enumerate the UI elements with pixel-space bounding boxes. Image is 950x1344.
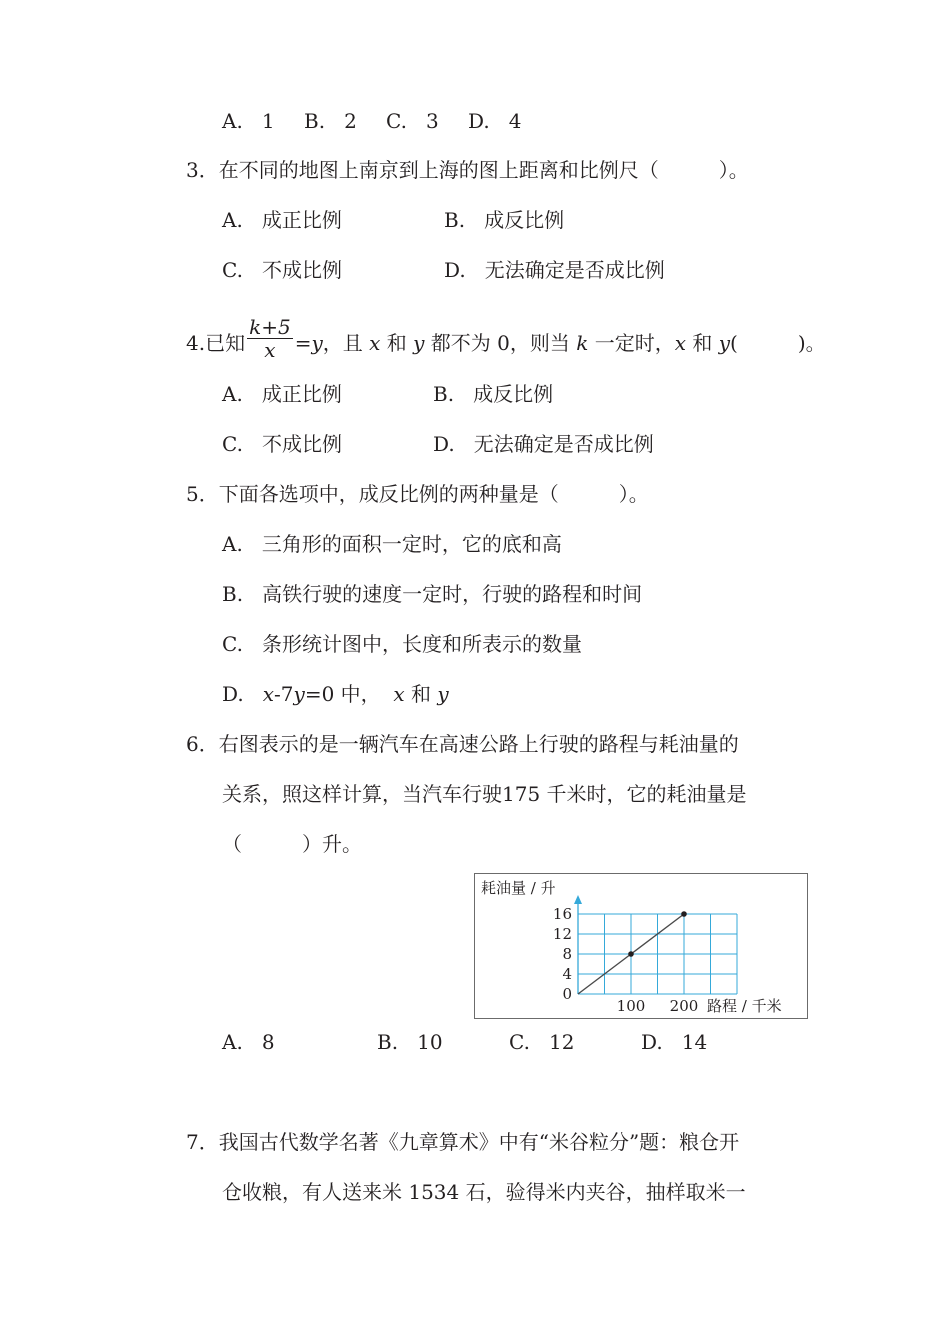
- q4-var-y: y: [413, 331, 425, 355]
- q7-stem-line2: 仓收粮，有人送来米 1534 石，验得米内夹谷，抽样取米一: [222, 1180, 746, 1204]
- q3-option-d[interactable]: D. 无法确定是否成比例: [444, 258, 665, 282]
- y-tick-label: 4: [562, 965, 572, 983]
- q4-answer-blank[interactable]: ( )。: [730, 331, 826, 355]
- q5-option-a[interactable]: A. 三角形的面积一定时，它的底和高: [222, 532, 562, 556]
- q6-option-d[interactable]: D. 14: [641, 1030, 708, 1054]
- fuel-chart-svg: [475, 874, 807, 1018]
- q5-text: 和: [404, 682, 438, 706]
- q6-stem-line2: 关系，照这样计算，当汽车行驶175 千米时，它的耗油量是: [222, 782, 747, 806]
- fuel-chart: [474, 873, 808, 1019]
- q4-text: 都不为 0，则当: [424, 331, 577, 355]
- q6-options: [222, 1030, 707, 1054]
- q4-text: 一定时，: [588, 331, 675, 355]
- q2-options: [222, 109, 521, 133]
- q4-option-d[interactable]: D. 无法确定是否成比例: [433, 432, 654, 456]
- x-tick-label: 200: [669, 997, 699, 1015]
- q5-var-y: y: [293, 682, 305, 706]
- q3-options-row1: [222, 208, 564, 232]
- y-tick-label: 16: [552, 905, 572, 923]
- q4-text: 和: [686, 331, 719, 355]
- q5-var-y: y: [437, 682, 449, 706]
- q4-options-row2: [222, 432, 654, 456]
- q4-fraction-denominator: x: [264, 338, 276, 362]
- q5-var-x: x: [262, 682, 275, 706]
- q5-option-b[interactable]: B. 高铁行驶的速度一定时，行驶的路程和时间: [222, 582, 643, 606]
- q2-option-c[interactable]: C. 3: [386, 109, 439, 133]
- q4-var-x: x: [674, 331, 686, 355]
- q4-fraction-numerator: k+5: [249, 315, 291, 339]
- q3-option-b[interactable]: B. 成反比例: [444, 208, 565, 232]
- q3-stem: 3．在不同的地图上南京到上海的图上距离和比例尺（ ）。: [186, 158, 749, 182]
- data-point: [628, 951, 634, 957]
- q6-option-a[interactable]: A. 8: [222, 1030, 275, 1054]
- q5-text: =0 中，: [304, 682, 381, 706]
- q2-option-d[interactable]: D. 4: [468, 109, 522, 133]
- q4-prefix: 4.已知: [186, 331, 246, 355]
- q4-option-c[interactable]: C. 不成比例: [222, 432, 343, 456]
- x-tick-label: 100: [616, 997, 646, 1015]
- q4-text: 和: [380, 331, 414, 355]
- q5-option-d[interactable]: [222, 682, 449, 706]
- q4-options-row1: [222, 382, 553, 406]
- data-point: [681, 911, 687, 917]
- q3-option-c[interactable]: C. 不成比例: [222, 258, 343, 282]
- q4-var-x: x: [369, 331, 381, 355]
- q5-var-x: x: [393, 682, 405, 706]
- y-tick-label: 8: [562, 945, 572, 963]
- y-axis-label: 耗油量 / 升: [481, 879, 556, 897]
- q2-option-a[interactable]: A. 1: [222, 109, 275, 133]
- q4-var-k: k: [576, 331, 589, 355]
- q4-text: ，且: [322, 331, 370, 355]
- q5-option-d-label: D.: [222, 682, 263, 706]
- y-axis-arrow: [574, 895, 582, 904]
- q6-stem-line1: 6．右图表示的是一辆汽车在高速公路上行驶的路程与耗油量的: [186, 732, 739, 756]
- q4-option-a[interactable]: A. 成正比例: [222, 382, 342, 406]
- y-tick-label: 0: [562, 985, 572, 1003]
- q3-options-row2: [222, 258, 665, 282]
- q4-option-b[interactable]: B. 成反比例: [433, 382, 554, 406]
- q4-stem: [186, 315, 826, 367]
- q2-option-b[interactable]: B. 2: [304, 109, 357, 133]
- q6-option-c[interactable]: C. 12: [509, 1030, 575, 1054]
- q6-stem-line3[interactable]: （ ）升。: [222, 832, 362, 856]
- q3-option-a[interactable]: A. 成正比例: [222, 208, 342, 232]
- q4-eq: =y: [294, 331, 323, 355]
- q4-var-y: y: [718, 331, 731, 355]
- y-tick-label: 12: [552, 925, 572, 943]
- q4-fraction: [247, 316, 293, 361]
- q5-text: -7: [274, 682, 294, 706]
- x-axis-label: 路程 / 千米: [707, 997, 782, 1015]
- q7-stem-line1: 7．我国古代数学名著《九章算术》中有“米谷粒分”题：粮仓开: [186, 1130, 740, 1154]
- q5-stem: 5．下面各选项中，成反比例的两种量是（ ）。: [186, 482, 649, 506]
- q5-option-c[interactable]: C. 条形统计图中，长度和所表示的数量: [222, 632, 583, 656]
- q6-option-b[interactable]: B. 10: [377, 1030, 443, 1054]
